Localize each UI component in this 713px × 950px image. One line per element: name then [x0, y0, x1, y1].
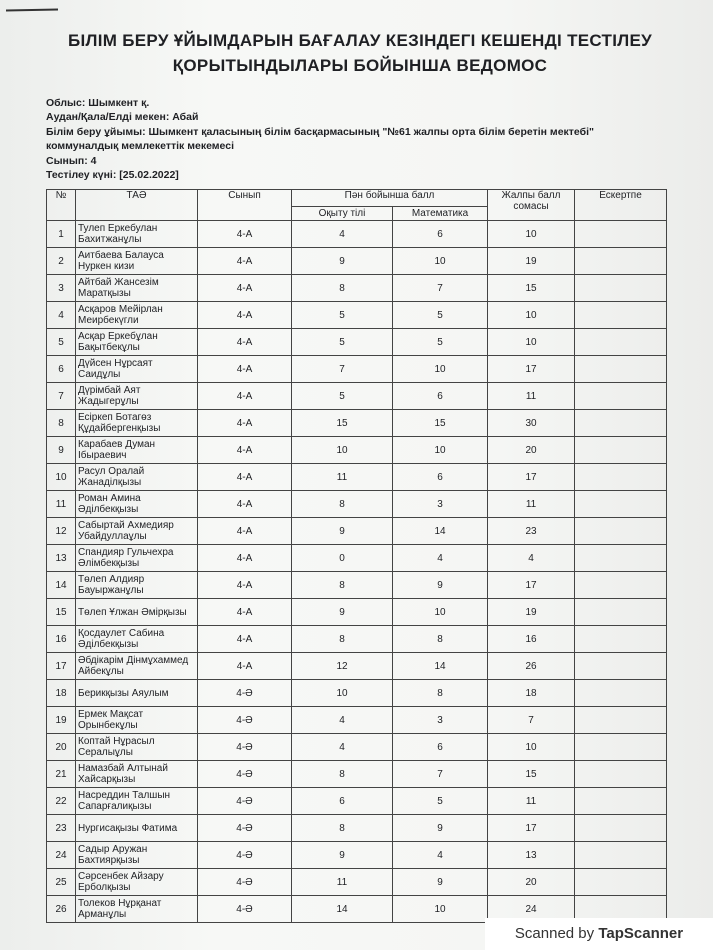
score-subject-1: 9: [292, 248, 393, 275]
note-cell: [575, 815, 667, 842]
score-subject-1: 8: [292, 626, 393, 653]
table-row: [47, 275, 667, 302]
table-row: [47, 221, 667, 248]
student-class: 4-А: [198, 545, 292, 572]
score-subject-1: 8: [292, 491, 393, 518]
student-name: Айтбай Жансезім Маратқызы: [76, 275, 198, 302]
score-subject-2: 10: [393, 248, 488, 275]
score-subject-2: 15: [393, 410, 488, 437]
note-cell: [575, 545, 667, 572]
score-subject-2: 6: [393, 383, 488, 410]
row-number: 3: [47, 275, 76, 302]
score-total: 7: [488, 707, 575, 734]
score-subject-1: 0: [292, 545, 393, 572]
score-subject-1: 4: [292, 707, 393, 734]
note-cell: [575, 734, 667, 761]
student-class: 4-А: [198, 248, 292, 275]
table-row: [47, 437, 667, 464]
table-row: [47, 815, 667, 842]
header-num: №: [47, 190, 76, 221]
meta-region: Облыс: Шымкент қ.: [46, 97, 150, 109]
note-cell: [575, 626, 667, 653]
table-row: [47, 761, 667, 788]
table-row: [47, 383, 667, 410]
note-cell: [575, 761, 667, 788]
header-subject-group: Пән бойынша балл: [292, 190, 488, 207]
header-name: ТАӘ: [76, 190, 198, 221]
scanner-app-name: TapScanner: [598, 925, 684, 942]
student-class: 4-Ә: [198, 734, 292, 761]
row-number: 6: [47, 356, 76, 383]
student-class: 4-А: [198, 572, 292, 599]
row-number: 12: [47, 518, 76, 545]
student-class: 4-А: [198, 491, 292, 518]
score-total: 18: [488, 680, 575, 707]
student-name: Сәрсенбек Айзару Ерболқызы: [76, 869, 198, 896]
student-name: Аитбаева Балауса Нуркен кизи: [76, 248, 198, 275]
student-name: Берикқызы Аяулым: [76, 680, 198, 707]
score-subject-2: 8: [393, 626, 488, 653]
header-subject-1: Оқыту тілі: [292, 207, 393, 221]
score-total: 17: [488, 572, 575, 599]
score-total: 30: [488, 410, 575, 437]
row-number: 2: [47, 248, 76, 275]
table-row: [47, 734, 667, 761]
student-class: 4-А: [198, 437, 292, 464]
row-number: 18: [47, 680, 76, 707]
student-name: Толеков Нұрқанат Арманұлы: [76, 896, 198, 923]
title-line-1: БІЛІМ БЕРУ ҰЙЫМДАРЫН БАҒАЛАУ КЕЗІНДЕГІ КЕШЕНДІ ТЕСТІЛЕУ: [67, 31, 652, 50]
student-class: 4-Ә: [198, 869, 292, 896]
score-subject-2: 14: [393, 518, 488, 545]
score-subject-2: 10: [393, 896, 488, 923]
table-row: [47, 491, 667, 518]
score-total: 19: [488, 599, 575, 626]
scanner-watermark: [485, 918, 713, 950]
table-row: [47, 626, 667, 653]
score-subject-1: 11: [292, 464, 393, 491]
score-total: 20: [488, 437, 575, 464]
score-total: 13: [488, 842, 575, 869]
score-subject-2: 10: [393, 599, 488, 626]
score-subject-2: 3: [393, 491, 488, 518]
score-subject-1: 9: [292, 599, 393, 626]
row-number: 23: [47, 815, 76, 842]
score-total: 10: [488, 734, 575, 761]
student-class: 4-Ә: [198, 815, 292, 842]
note-cell: [575, 869, 667, 896]
pen-mark: [6, 9, 58, 12]
score-total: 15: [488, 275, 575, 302]
score-subject-2: 6: [393, 221, 488, 248]
table-row: [47, 842, 667, 869]
score-total: 11: [488, 491, 575, 518]
title-line-2: ҚОРЫТЫНДЫЛАРЫ БОЙЫНША ВЕДОМОС: [172, 56, 548, 75]
score-subject-1: 10: [292, 437, 393, 464]
student-name: Ермек Мақсат Орынбекұлы: [76, 707, 198, 734]
row-number: 10: [47, 464, 76, 491]
score-total: 24: [488, 896, 575, 923]
meta-organization: Білім беру ұйымы: Шымкент қаласының білім басқармасының "№61 жалпы орта білім беретін мектебі" коммуналдық мемлекеттік мекемесі: [46, 125, 595, 153]
score-subject-1: 9: [292, 842, 393, 869]
note-cell: [575, 680, 667, 707]
student-name: Тулеп Еркебулан Бахитжанұлы: [76, 221, 198, 248]
student-class: 4-А: [198, 383, 292, 410]
table-row: [47, 599, 667, 626]
student-name: Төлеп Алдияр Бауыржанұлы: [76, 572, 198, 599]
score-subject-2: 9: [393, 869, 488, 896]
note-cell: [575, 653, 667, 680]
student-class: 4-А: [198, 302, 292, 329]
row-number: 16: [47, 626, 76, 653]
table-row: [47, 464, 667, 491]
score-subject-1: 5: [292, 302, 393, 329]
row-number: 26: [47, 896, 76, 923]
score-total: 23: [488, 518, 575, 545]
score-subject-2: 9: [393, 815, 488, 842]
row-number: 15: [47, 599, 76, 626]
table-row: [47, 410, 667, 437]
table-row: [47, 302, 667, 329]
note-cell: [575, 491, 667, 518]
student-class: 4-Ә: [198, 842, 292, 869]
row-number: 5: [47, 329, 76, 356]
score-subject-1: 11: [292, 869, 393, 896]
row-number: 25: [47, 869, 76, 896]
score-subject-2: 5: [393, 302, 488, 329]
student-class: 4-А: [198, 464, 292, 491]
table-row: [47, 653, 667, 680]
document-meta: [46, 96, 666, 182]
score-total: 20: [488, 869, 575, 896]
student-name: Асқаров Мейірлан Меирбекүгли: [76, 302, 198, 329]
student-name: Әбдікарім Дінмұхаммед Айбекұлы: [76, 653, 198, 680]
score-subject-2: 5: [393, 788, 488, 815]
row-number: 14: [47, 572, 76, 599]
score-subject-1: 4: [292, 221, 393, 248]
row-number: 22: [47, 788, 76, 815]
results-table: [46, 189, 667, 923]
score-total: 17: [488, 356, 575, 383]
note-cell: [575, 842, 667, 869]
student-name: Төлеп Ұлжан Әмірқызы: [76, 599, 198, 626]
student-name: Коптай Нұрасыл Сералыұлы: [76, 734, 198, 761]
table-row: [47, 788, 667, 815]
student-class: 4-Ә: [198, 707, 292, 734]
student-name: Нургисақызы Фатима: [76, 815, 198, 842]
student-class: 4-А: [198, 221, 292, 248]
score-total: 26: [488, 653, 575, 680]
score-subject-1: 8: [292, 572, 393, 599]
score-subject-1: 5: [292, 383, 393, 410]
row-number: 7: [47, 383, 76, 410]
student-name: Қосдаулет Сабина Әділбекқызы: [76, 626, 198, 653]
student-class: 4-А: [198, 626, 292, 653]
score-subject-2: 7: [393, 761, 488, 788]
student-class: 4-А: [198, 356, 292, 383]
note-cell: [575, 572, 667, 599]
note-cell: [575, 788, 667, 815]
student-name: Карабаев Думан Ібыраевич: [76, 437, 198, 464]
student-class: 4-А: [198, 653, 292, 680]
student-class: 4-А: [198, 599, 292, 626]
table-row: [47, 518, 667, 545]
row-number: 17: [47, 653, 76, 680]
score-subject-1: 8: [292, 761, 393, 788]
score-subject-2: 14: [393, 653, 488, 680]
table-row: [47, 572, 667, 599]
row-number: 24: [47, 842, 76, 869]
header-class: Сынып: [198, 190, 292, 221]
table-row: [47, 329, 667, 356]
row-number: 1: [47, 221, 76, 248]
student-class: 4-Ә: [198, 788, 292, 815]
table-row: [47, 680, 667, 707]
score-subject-2: 10: [393, 356, 488, 383]
meta-test-date: Тестілеу күні: [25.02.2022]: [46, 169, 179, 182]
score-total: 17: [488, 464, 575, 491]
score-total: 16: [488, 626, 575, 653]
score-subject-1: 15: [292, 410, 393, 437]
note-cell: [575, 599, 667, 626]
student-class: 4-Ә: [198, 761, 292, 788]
row-number: 8: [47, 410, 76, 437]
row-number: 19: [47, 707, 76, 734]
score-total: 10: [488, 302, 575, 329]
student-class: 4-А: [198, 275, 292, 302]
score-subject-1: 8: [292, 275, 393, 302]
score-total: 11: [488, 788, 575, 815]
score-total: 10: [488, 329, 575, 356]
score-subject-2: 7: [393, 275, 488, 302]
note-cell: [575, 383, 667, 410]
score-total: 15: [488, 761, 575, 788]
note-cell: [575, 275, 667, 302]
document-title: [40, 28, 680, 78]
header-subject-2: Математика: [393, 207, 488, 221]
student-class: 4-Ә: [198, 896, 292, 923]
header-total: Жалпы балл сомасы: [488, 190, 575, 221]
row-number: 21: [47, 761, 76, 788]
meta-district: Аудан/Қала/Елді мекен: Абай: [46, 111, 199, 124]
note-cell: [575, 329, 667, 356]
student-name: Сабыртай Ахмедияр Убайдуллаұлы: [76, 518, 198, 545]
student-class: 4-А: [198, 329, 292, 356]
note-cell: [575, 356, 667, 383]
score-subject-1: 8: [292, 815, 393, 842]
row-number: 9: [47, 437, 76, 464]
row-number: 11: [47, 491, 76, 518]
student-name: Спандияр Гульчехра Әлімбекқызы: [76, 545, 198, 572]
note-cell: [575, 248, 667, 275]
score-subject-2: 8: [393, 680, 488, 707]
score-subject-2: 6: [393, 464, 488, 491]
score-subject-2: 9: [393, 572, 488, 599]
note-cell: [575, 437, 667, 464]
student-class: 4-Ә: [198, 680, 292, 707]
student-name: Садыр Аружан Бахтиярқызы: [76, 842, 198, 869]
header-note: Ескертпе: [575, 190, 667, 221]
score-subject-2: 6: [393, 734, 488, 761]
score-subject-2: 10: [393, 437, 488, 464]
student-class: 4-А: [198, 410, 292, 437]
score-total: 10: [488, 221, 575, 248]
table-row: [47, 869, 667, 896]
note-cell: [575, 410, 667, 437]
student-class: 4-А: [198, 518, 292, 545]
score-total: 19: [488, 248, 575, 275]
score-subject-1: 12: [292, 653, 393, 680]
student-name: Дүйсен Нұрсаят Саидұлы: [76, 356, 198, 383]
student-name: Насреддин Талшын Сапарғалиқызы: [76, 788, 198, 815]
table-row: [47, 248, 667, 275]
score-subject-2: 4: [393, 545, 488, 572]
scanner-prefix: Scanned by: [514, 925, 595, 942]
note-cell: [575, 221, 667, 248]
note-cell: [575, 518, 667, 545]
score-subject-1: 9: [292, 518, 393, 545]
row-number: 20: [47, 734, 76, 761]
score-subject-1: 10: [292, 680, 393, 707]
student-name: Роман Амина Әділбекқызы: [76, 491, 198, 518]
note-cell: [575, 302, 667, 329]
score-subject-1: 5: [292, 329, 393, 356]
student-name: Есіркеп Ботагөз Құдайбергенқызы: [76, 410, 198, 437]
score-subject-1: 4: [292, 734, 393, 761]
student-name: Асқар Еркебұлан Бақытбекұлы: [76, 329, 198, 356]
table-row: [47, 545, 667, 572]
row-number: 4: [47, 302, 76, 329]
meta-class: Сынып: 4: [46, 154, 97, 167]
score-subject-2: 4: [393, 842, 488, 869]
table-row: [47, 707, 667, 734]
note-cell: [575, 464, 667, 491]
score-subject-2: 5: [393, 329, 488, 356]
row-number: 13: [47, 545, 76, 572]
score-subject-1: 14: [292, 896, 393, 923]
score-subject-2: 3: [393, 707, 488, 734]
student-name: Дүрімбай Аят Жадыгерұлы: [76, 383, 198, 410]
score-total: 11: [488, 383, 575, 410]
student-name: Расул Оралай Жанаділқызы: [76, 464, 198, 491]
score-total: 4: [488, 545, 575, 572]
score-subject-1: 6: [292, 788, 393, 815]
score-total: 17: [488, 815, 575, 842]
note-cell: [575, 707, 667, 734]
score-subject-1: 7: [292, 356, 393, 383]
table-row: [47, 356, 667, 383]
student-name: Намазбай Алтынай Хайсарқызы: [76, 761, 198, 788]
